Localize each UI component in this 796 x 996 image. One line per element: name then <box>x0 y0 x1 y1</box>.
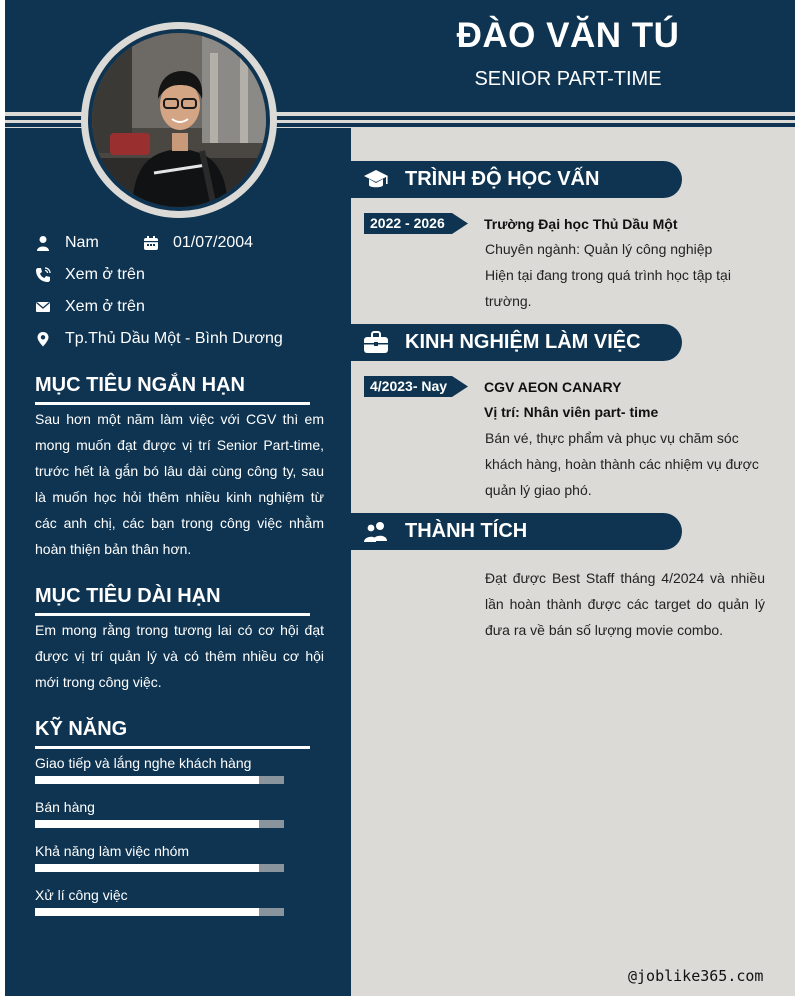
skill-label: Khả năng làm việc nhóm <box>35 843 190 859</box>
contact-birthday <box>143 234 253 252</box>
education-section-header <box>351 161 682 198</box>
education-status: Hiện tại đang trong quá trình học tập tại trường. <box>485 267 731 309</box>
skill-label: Giao tiếp và lắng nghe khách hàng <box>35 755 252 771</box>
briefcase-icon <box>363 330 389 356</box>
skill-bar-fill <box>35 820 259 828</box>
short-goal-text: Sau hơn một năm làm việc với CGV thì em mong muốn đạt được vị trí Senior Part-time, trước hết là gắn bó lâu dài cùng công ty, sau là muốn học hỏi thêm nhiều kinh nghiệm từ các anh chị, các bạn trong công việc nhằm hoàn thiện bản thân hơn. <box>35 411 324 557</box>
envelope-icon <box>35 299 51 315</box>
education-major: Chuyên ngành: Quản lý công nghiệp <box>485 241 713 257</box>
short-goal-rule <box>35 402 310 405</box>
email-text: Xem ở trên <box>65 298 145 315</box>
achievements-section-header <box>351 513 682 550</box>
gender-text: Nam <box>65 234 99 251</box>
skills-heading: KỸ NĂNG <box>35 718 128 740</box>
people-icon <box>363 519 389 545</box>
achievements-text: Đạt được Best Staff tháng 4/2024 và nhiều lần hoàn thành được các target do quản lý đưa ra về bán số lượng movie combo. <box>485 570 765 638</box>
experience-period-tag <box>364 376 447 397</box>
skill-bar-track <box>35 864 284 872</box>
education-school: Trường Đại học Thủ Dầu Một <box>484 216 678 232</box>
calendar-icon <box>143 235 159 251</box>
avatar-photo <box>92 33 266 207</box>
candidate-name: ĐÀO VĂN TÚ <box>456 16 680 55</box>
education-period: 2022 - 2026 <box>370 215 445 231</box>
candidate-title: SENIOR PART-TIME <box>474 68 662 90</box>
experience-description: Bán vé, thực phẩm và phục vụ chăm sóc khách hàng, hoàn thành các nhiệm vụ được quản lý giao phó. <box>485 430 759 498</box>
skill-bar-track <box>35 776 284 784</box>
long-goal-text: Em mong rằng trong tương lai có cơ hội đạt được vị trí quản lý và có thêm nhiều cơ hội mới trong công việc. <box>35 622 324 690</box>
education-heading: TRÌNH ĐỘ HỌC VẤN <box>405 168 600 190</box>
education-period-tag <box>364 213 445 234</box>
cv-page <box>5 0 795 996</box>
skill-label: Bán hàng <box>35 799 95 815</box>
skill-bar-fill <box>35 864 259 872</box>
skill-bar-fill <box>35 908 259 916</box>
skill-bar-track <box>35 820 284 828</box>
skills-rule <box>35 746 310 749</box>
address-text: Tp.Thủ Dầu Một - Bình Dương <box>65 330 283 347</box>
experience-heading: KINH NGHIỆM LÀM VIỆC <box>405 331 641 353</box>
footer-watermark: @joblike365.com <box>628 967 764 985</box>
contact-gender <box>35 234 99 252</box>
contact-address <box>35 330 283 348</box>
graduation-cap-icon <box>363 167 389 193</box>
phone-icon <box>35 267 51 283</box>
skill-bar-track <box>35 908 284 916</box>
skill-bar-fill <box>35 776 259 784</box>
person-icon <box>35 235 51 251</box>
skill-label: Xử lí công việc <box>35 887 128 903</box>
sidebar <box>5 128 351 996</box>
contact-email <box>35 298 145 316</box>
birthday-text: 01/07/2004 <box>173 234 254 251</box>
long-goal-rule <box>35 613 310 616</box>
phone-text: Xem ở trên <box>65 266 145 283</box>
experience-position: Vị trí: Nhân viên part- time <box>484 404 659 420</box>
avatar <box>92 33 266 207</box>
experience-period: 4/2023- Nay <box>370 378 448 394</box>
experience-company: CGV AEON CANARY <box>484 379 622 395</box>
location-pin-icon <box>35 331 51 347</box>
experience-section-header <box>351 324 682 361</box>
long-goal-heading: MỤC TIÊU DÀI HẠN <box>35 585 221 607</box>
achievements-heading: THÀNH TÍCH <box>405 520 528 542</box>
contact-phone <box>35 266 145 284</box>
short-goal-heading: MỤC TIÊU NGẮN HẠN <box>35 374 245 396</box>
